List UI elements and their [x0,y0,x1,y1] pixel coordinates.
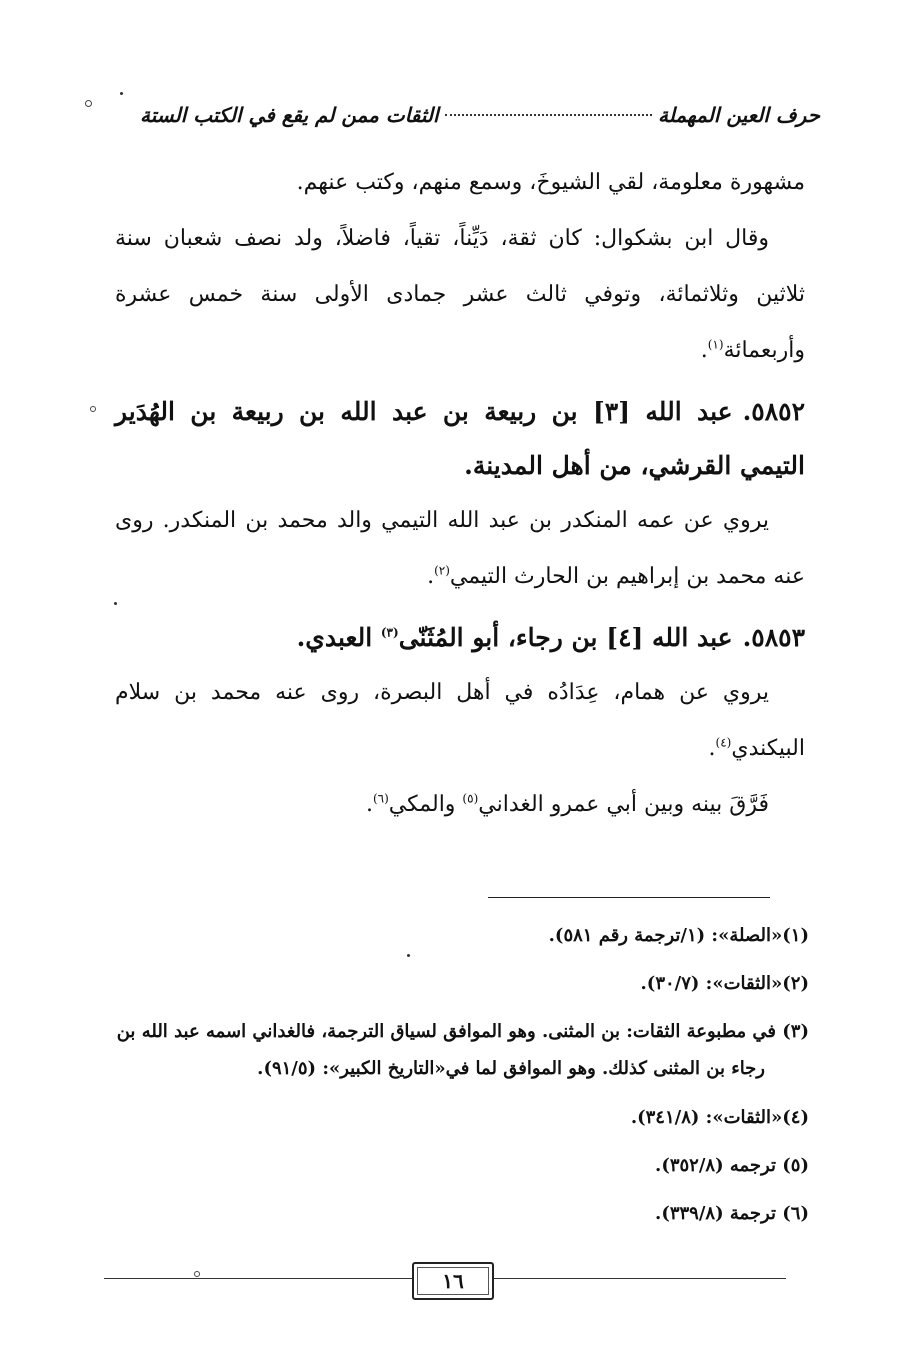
footnote-ref: (٦) [372,791,389,806]
scan-speck [120,92,123,95]
page-number: ١٦ [412,1262,494,1300]
footnote: (٤)«الثقات»: (٣٤١/٨). [630,1107,809,1128]
footnote: (٢)«الثقات»: (٣٠/٧). [640,973,809,994]
footnote: (٥) ترجمه (٣٥٢/٨). [655,1155,809,1176]
header-dotted-leader [445,114,652,116]
header-book-title: الثقات ممن لم يقع في الكتب الستة [140,103,439,127]
footnote-separator [488,897,770,898]
entry-number: ٥٨٥٣. [742,623,805,652]
entry-number: ٥٨٥٢. [742,397,806,426]
header-chapter-title: حرف العين المهملة [658,103,820,127]
footnote-ref: (٢) [434,563,450,578]
paragraph: يروي عن عمه المنكدر بن عبد الله التيمي والد محمد بن المنكدر. روى عنه محمد بن إبراهيم بن الحارث التيمي$^{(٢)}$. [115,508,805,589]
footnote-ref: (١) [707,337,724,352]
footnote-continuation: رجاء بن المثنى كذلك. وهو الموافق لما في«التاريخ الكبير»: (٩١/٥). [257,1058,765,1079]
footnote: (١)«الصلة»: (١/ترجمة رقم ٥٨١). [548,925,809,946]
biography-entry-heading [115,385,805,493]
scan-speck [85,100,92,107]
footnote: (٣) في مطبوعة الثقات: بن المثنى. وهو الموافق لسياق الترجمة، فالغداني اسمه عبد الله بن [116,1021,809,1042]
paragraph: وقال ابن بشكوال: كان ثقة، دَيِّناً، تقياً، فاضلاً، ولد نصف شعبان سنة ثلاثين وثلاثمائة، وتوفي ثالث عشر جمادى الأولى سنة خمس عشرة وأربعمائة$^{(١)}$. [115,226,805,363]
paragraph: يروي عن همام، عِدَادُه في أهل البصرة، روى عنه محمد بن سلام البيكندي$^{(٤)}$. [115,680,805,761]
paragraph: مشهورة معلومة، لقي الشيوخَ، وسمع منهم، وكتب عنهم. [296,170,805,195]
biography-entry-heading [115,611,805,665]
footnote-ref: (٤) [715,735,732,750]
scan-speck [90,406,96,412]
footnotes [109,912,809,1238]
entry-title-suffix: العبدي. [296,623,381,652]
entry-title: عبد الله [٤] بن رجاء، أبو المُثَنّى [398,623,733,652]
main-text [115,155,805,833]
footnote-ref: (٥) [462,791,479,806]
scan-speck [194,1271,200,1277]
footnote-ref: (٣) [380,625,399,640]
running-header [140,103,820,127]
paragraph: فَرَّقَ بينه وبين أبي عمرو الغداني$^{(٥)}$ والمكي$^{(٦)}$. [365,791,769,817]
scan-speck [114,602,117,605]
entry-title: عبد الله [٣] بن ربيعة بن عبد الله بن ربيعة بن الهُدَير التيمي القرشي، من أهل المدينة. [115,397,805,480]
scan-speck [407,954,410,957]
footnote: (٦) ترجمة (٣٣٩/٨). [655,1203,809,1224]
